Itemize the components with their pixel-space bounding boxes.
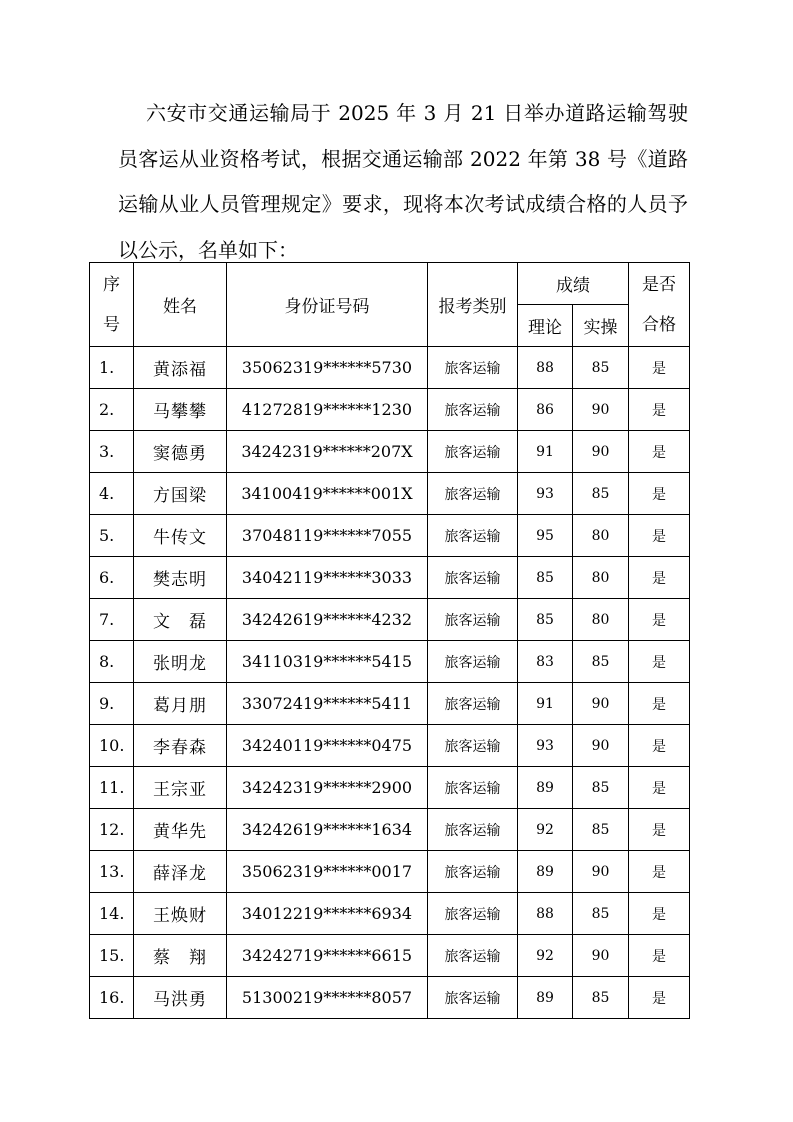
practice-score-cell: 90 [573, 431, 629, 473]
pass-cell: 是 [629, 893, 690, 935]
table-row [90, 431, 690, 473]
pass-cell: 是 [629, 725, 690, 767]
id-cell: 34042119******3033 [227, 557, 428, 599]
name-cell: 文 磊 [134, 599, 227, 641]
category-cell: 旅客运输 [428, 893, 518, 935]
category-cell: 旅客运输 [428, 683, 518, 725]
id-cell: 34242619******4232 [227, 599, 428, 641]
practice-score-cell: 90 [573, 389, 629, 431]
table-row [90, 473, 690, 515]
table-row [90, 599, 690, 641]
pass-cell: 是 [629, 977, 690, 1019]
pass-cell: 是 [629, 809, 690, 851]
practice-score-cell: 85 [573, 767, 629, 809]
header-pass [629, 263, 690, 347]
seq-cell: 12. [90, 809, 134, 851]
seq-cell: 4. [90, 473, 134, 515]
theory-score-cell: 85 [518, 599, 573, 641]
name-cell: 樊志明 [134, 557, 227, 599]
name-cell: 王宗亚 [134, 767, 227, 809]
theory-score-cell: 95 [518, 515, 573, 557]
practice-score-cell: 85 [573, 977, 629, 1019]
pass-cell: 是 [629, 347, 690, 389]
header-seq-bottom: 号 [103, 314, 120, 335]
id-cell: 34242319******2900 [227, 767, 428, 809]
theory-score-cell: 91 [518, 431, 573, 473]
theory-score-cell: 83 [518, 641, 573, 683]
header-seq [90, 263, 134, 347]
name-cell: 李春森 [134, 725, 227, 767]
seq-cell: 2. [90, 389, 134, 431]
pass-cell: 是 [629, 599, 690, 641]
theory-score-cell: 93 [518, 725, 573, 767]
id-cell: 41272819******1230 [227, 389, 428, 431]
header-pass-bottom: 合格 [642, 314, 676, 335]
name-cell: 张明龙 [134, 641, 227, 683]
table-row [90, 557, 690, 599]
seq-cell: 14. [90, 893, 134, 935]
seq-cell: 16. [90, 977, 134, 1019]
table-row [90, 725, 690, 767]
header-theory: 理论 [518, 305, 573, 347]
practice-score-cell: 90 [573, 851, 629, 893]
id-cell: 34240119******0475 [227, 725, 428, 767]
seq-cell: 13. [90, 851, 134, 893]
category-cell: 旅客运输 [428, 431, 518, 473]
seq-cell: 8. [90, 641, 134, 683]
table-row [90, 977, 690, 1019]
table-row [90, 809, 690, 851]
practice-score-cell: 85 [573, 347, 629, 389]
pass-cell: 是 [629, 515, 690, 557]
practice-score-cell: 80 [573, 599, 629, 641]
theory-score-cell: 88 [518, 893, 573, 935]
name-cell: 薛泽龙 [134, 851, 227, 893]
name-cell: 蔡 翔 [134, 935, 227, 977]
theory-score-cell: 89 [518, 767, 573, 809]
seq-cell: 5. [90, 515, 134, 557]
seq-cell: 11. [90, 767, 134, 809]
seq-cell: 1. [90, 347, 134, 389]
results-body [90, 347, 690, 1019]
header-seq-top: 序 [103, 274, 120, 295]
intro-paragraph: 六安市交通运输局于 2025 年 3 月 21 日举办道路运输驾驶员客运从业资格考试，根据交通运输部 2022 年第 38 号《道路运输从业人员管理规定》要求，现将本次考试成绩合格的人员予以公示，名单如下： [118, 101, 688, 262]
pass-cell: 是 [629, 767, 690, 809]
table-row [90, 641, 690, 683]
category-cell: 旅客运输 [428, 599, 518, 641]
seq-cell: 6. [90, 557, 134, 599]
theory-score-cell: 92 [518, 935, 573, 977]
table-row [90, 893, 690, 935]
table-row [90, 515, 690, 557]
id-cell: 37048119******7055 [227, 515, 428, 557]
seq-cell: 9. [90, 683, 134, 725]
pass-cell: 是 [629, 557, 690, 599]
id-cell: 34012219******6934 [227, 893, 428, 935]
name-cell: 牛传文 [134, 515, 227, 557]
category-cell: 旅客运输 [428, 347, 518, 389]
practice-score-cell: 85 [573, 641, 629, 683]
table-row [90, 851, 690, 893]
theory-score-cell: 89 [518, 977, 573, 1019]
name-cell: 王焕财 [134, 893, 227, 935]
table-row [90, 683, 690, 725]
pass-cell: 是 [629, 683, 690, 725]
pass-cell: 是 [629, 431, 690, 473]
name-cell: 黄添福 [134, 347, 227, 389]
theory-score-cell: 85 [518, 557, 573, 599]
header-pass-top: 是否 [642, 274, 676, 295]
category-cell: 旅客运输 [428, 515, 518, 557]
id-cell: 35062319******0017 [227, 851, 428, 893]
id-cell: 35062319******5730 [227, 347, 428, 389]
pass-cell: 是 [629, 641, 690, 683]
category-cell: 旅客运输 [428, 557, 518, 599]
practice-score-cell: 80 [573, 515, 629, 557]
practice-score-cell: 90 [573, 683, 629, 725]
id-cell: 34100419******001X [227, 473, 428, 515]
theory-score-cell: 86 [518, 389, 573, 431]
name-cell: 黄华先 [134, 809, 227, 851]
pass-cell: 是 [629, 935, 690, 977]
table-row [90, 389, 690, 431]
results-table [89, 262, 690, 1019]
table-row [90, 935, 690, 977]
practice-score-cell: 90 [573, 935, 629, 977]
category-cell: 旅客运输 [428, 935, 518, 977]
id-cell: 33072419******5411 [227, 683, 428, 725]
seq-cell: 10. [90, 725, 134, 767]
category-cell: 旅客运输 [428, 809, 518, 851]
header-name: 姓名 [134, 263, 227, 347]
category-cell: 旅客运输 [428, 851, 518, 893]
theory-score-cell: 88 [518, 347, 573, 389]
id-cell: 34242619******1634 [227, 809, 428, 851]
category-cell: 旅客运输 [428, 641, 518, 683]
header-score: 成绩 [518, 263, 629, 305]
practice-score-cell: 85 [573, 473, 629, 515]
practice-score-cell: 85 [573, 809, 629, 851]
id-cell: 34110319******5415 [227, 641, 428, 683]
name-cell: 马洪勇 [134, 977, 227, 1019]
theory-score-cell: 89 [518, 851, 573, 893]
theory-score-cell: 92 [518, 809, 573, 851]
practice-score-cell: 80 [573, 557, 629, 599]
header-practice: 实操 [573, 305, 629, 347]
id-cell: 34242319******207X [227, 431, 428, 473]
table-row [90, 347, 690, 389]
header-category: 报考类别 [428, 263, 518, 347]
header-id: 身份证号码 [227, 263, 428, 347]
pass-cell: 是 [629, 851, 690, 893]
name-cell: 马攀攀 [134, 389, 227, 431]
practice-score-cell: 85 [573, 893, 629, 935]
table-row [90, 767, 690, 809]
category-cell: 旅客运输 [428, 977, 518, 1019]
category-cell: 旅客运输 [428, 389, 518, 431]
name-cell: 窦德勇 [134, 431, 227, 473]
name-cell: 葛月朋 [134, 683, 227, 725]
practice-score-cell: 90 [573, 725, 629, 767]
seq-cell: 7. [90, 599, 134, 641]
category-cell: 旅客运输 [428, 725, 518, 767]
seq-cell: 15. [90, 935, 134, 977]
id-cell: 34242719******6615 [227, 935, 428, 977]
theory-score-cell: 91 [518, 683, 573, 725]
category-cell: 旅客运输 [428, 767, 518, 809]
category-cell: 旅客运输 [428, 473, 518, 515]
pass-cell: 是 [629, 389, 690, 431]
id-cell: 51300219******8057 [227, 977, 428, 1019]
pass-cell: 是 [629, 473, 690, 515]
name-cell: 方国梁 [134, 473, 227, 515]
theory-score-cell: 93 [518, 473, 573, 515]
seq-cell: 3. [90, 431, 134, 473]
